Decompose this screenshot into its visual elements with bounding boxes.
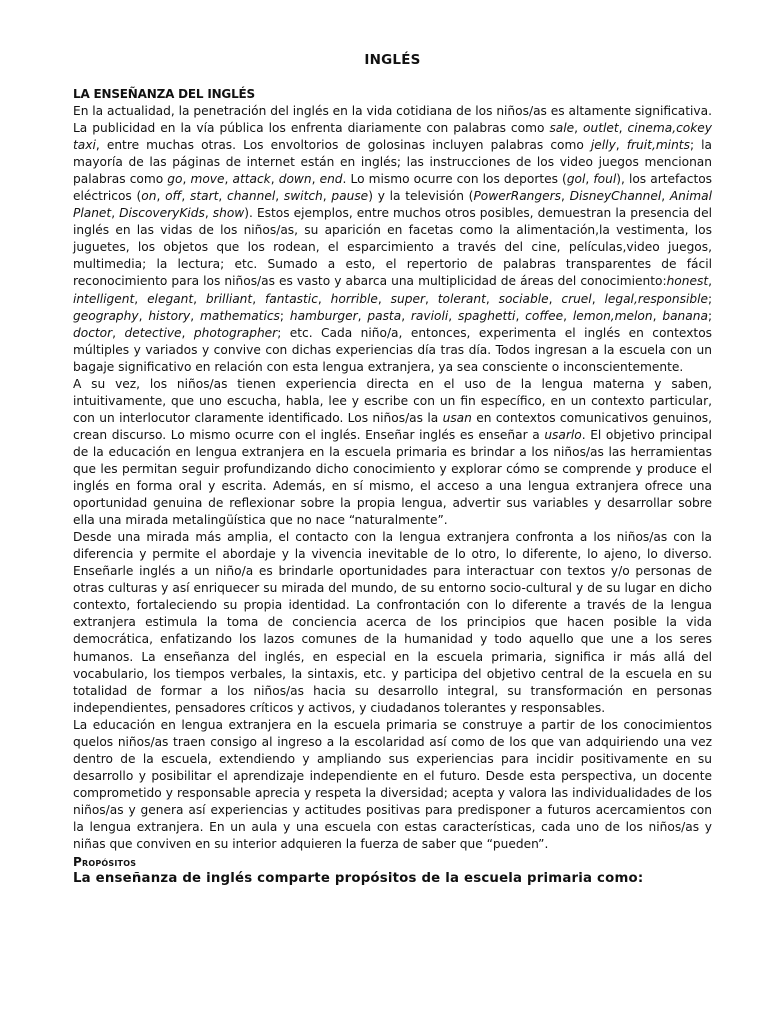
paragraph	[73, 120, 712, 376]
text-run: ,	[661, 189, 670, 204]
italic-term: off	[165, 189, 182, 204]
italic-term: sale	[549, 121, 575, 136]
text-run: ,	[322, 189, 332, 204]
italic-term: jelly	[590, 138, 616, 153]
text-run: ,	[224, 172, 233, 187]
italic-term: elegant	[147, 291, 194, 306]
text-run: ;	[279, 308, 290, 323]
text-run: ,	[156, 189, 166, 204]
text-run: La publicidad en la vía pública los enfrenta diariamente con palabras como	[73, 121, 550, 136]
italic-term: switch	[283, 189, 323, 204]
text-run: ,	[193, 291, 206, 306]
italic-term: history	[148, 308, 191, 323]
italic-term: Animal Planet	[73, 189, 713, 221]
section-title: LA ENSEÑANZA DEL INGLÉS	[73, 87, 255, 101]
italic-term: on	[141, 189, 157, 204]
italic-term: go	[167, 172, 183, 187]
italic-term: honest	[666, 274, 709, 289]
text-run: ) y la televisión (	[368, 189, 474, 204]
italic-term: legal,responsible	[604, 291, 708, 306]
italic-term: banana	[662, 308, 708, 323]
text-run: ,	[111, 206, 120, 221]
text-run: ,	[515, 308, 526, 323]
text-run: , entre muchas otras. Los envoltorios de golosinas incluyen palabras como	[95, 138, 591, 153]
italic-term: move	[190, 172, 225, 187]
italic-term: hamburger	[289, 308, 358, 323]
italic-term: horrible	[330, 291, 378, 306]
text-run: ,	[615, 138, 627, 153]
paragraph	[73, 717, 712, 853]
text-run: ,	[448, 308, 458, 323]
text-run: ,	[560, 189, 570, 204]
text-run: ,	[317, 291, 331, 306]
body-text	[73, 103, 712, 853]
paragraph	[73, 103, 712, 120]
italic-term: brilliant	[205, 291, 253, 306]
italic-term: down	[278, 172, 312, 187]
text-run: Desde una mirada más amplia, el contacto con la lengua extranjera confronta a los niños/as con la diferencia y permite el abordaje y la vivencia inevitable de lo otro, lo diferente, lo ajeno, lo diverso. Enseñarle inglés a un niño/a es brindarle oportunidades para interactuar con textos y/o personas de otras culturas y así enriquecer su mirada del mundo, de su entorno socio-cultural y de su lugar en dicho contexto, fortaleciendo su propia identidad. La confrontación con lo diferente a través de la lengua extranjera estimula la toma de conciencia acerca de los principios que hacen posible la vida democrática, enfatizando los lazos comunes de la humanidad y todo aquello que une a los seres humanos. La enseñanza del inglés, en especial en la escuela primaria, significa ir más allá del vocabulario, los tiempos verbales, la sintaxis, etc. y participa del objetivo central de la escuela en su totalidad de formar a los niños/as hacia su desarrollo integral, su transformación en personas independientes, pensadores críticos y activos, y ciudadanos tolerantes y responsables.	[73, 530, 712, 715]
text-run: . Lo mismo ocurre con los deportes (	[342, 172, 567, 187]
text-run: ,	[574, 121, 584, 136]
text-run: ,	[563, 308, 573, 323]
italic-term: pause	[331, 189, 369, 204]
italic-term: intelligent	[73, 291, 135, 306]
italic-term: usarlo	[544, 427, 582, 442]
italic-term: DiscoveryKids	[119, 206, 205, 221]
text-run: ,	[134, 291, 148, 306]
text-run: ,	[377, 291, 391, 306]
italic-term: geography	[73, 308, 139, 323]
italic-term: DisneyChannel	[569, 189, 662, 204]
italic-term: lemon,melon	[572, 308, 653, 323]
text-run: ;	[707, 291, 713, 306]
text-run: ,	[652, 308, 663, 323]
text-run: ; la mayoría de las páginas de internet están en inglés; las instrucciones de los video juegos mencionan palabras como	[73, 138, 712, 187]
italic-term: super	[390, 291, 425, 306]
italic-term: fruit,mints	[626, 138, 690, 153]
text-run: ,	[204, 206, 213, 221]
text-run: ,	[485, 291, 499, 306]
text-run: ,	[181, 189, 190, 204]
italic-term: foul	[593, 172, 617, 187]
purposes-heading: Propósitos	[73, 855, 137, 870]
text-run: ; etc. Cada niño/a, entonces, experimenta el inglés en contextos múltiples y variados y convive con dichas experiencias día tras día. Todos ingresan a la escuela con un bagaje significativo en relación con esta lengua extranjera, ya sea consciente o inconscientemente.	[73, 325, 713, 374]
text-run: ,	[252, 291, 265, 306]
text-run: ), los artefactos eléctricos (	[73, 172, 713, 204]
italic-term: PowerRangers	[473, 189, 561, 204]
text-run: . El objetivo principal de la educación en lengua extranjera en la escuela primaria es brindar a los niños/as las herramientas que les permitan seguir profundizando dicho conocimiento y explorar cómo se comprende y produce el inglés en forma oral y escrita. Además, en sí mismo, el acceso a una lengua extranjera ofrece una oportunidad genuina de reflexionar sobre la propia lengua, advertir sus variables y desarrollar sobre ella una mirada metalingüística que no nace “naturalmente”.	[73, 427, 713, 528]
text-run: ,	[311, 172, 320, 187]
text-run: ,	[401, 308, 411, 323]
text-run: ,	[424, 291, 438, 306]
text-run: ,	[112, 325, 125, 340]
text-run: ,	[591, 291, 605, 306]
text-run: ,	[585, 172, 594, 187]
text-run: ,	[218, 189, 227, 204]
italic-term: gol	[566, 172, 586, 187]
text-run: ,	[270, 172, 279, 187]
italic-term: sociable	[498, 291, 549, 306]
italic-term: outlet	[583, 121, 619, 136]
italic-term: end	[319, 172, 343, 187]
italic-term: start	[189, 189, 219, 204]
text-run: ). Estos ejemplos, entre muchos otros posibles, demuestran la presencia del inglés en las vidas de los niños/as, su aparición en facetas como la alimentación,la vestimenta, los juguetes, los objetos que los rodean, el esparcimiento a través del cine, películas,video juegos, multimedia; la lectura; etc. Sumado a esto, el repertorio de palabras transparentes de fácil reconocimiento para los niños/as es vasto y abarca una multiplicidad de áreas del conocimiento:	[73, 206, 713, 289]
text-run: En la actualidad, la penetración del inglés en la vida cotidiana de los niños/as es altamente significativa.	[73, 104, 712, 118]
text-run: La educación en lengua extranjera en la escuela primaria se construye a partir de los conocimientos quelos niños/as traen consigo al ingreso a la escolaridad así como de los que van adquiriendo una vez dentro de la escuela, extendiendo y ampliando sus experiencias para incidir positivamente en su desarrollo y posibilitar el aprendizaje independiente en el futuro. Desde esta perspectiva, un docente comprometido y responsable aprecia y respeta la diversidad; acepta y valora las individualidades de los niños/as y genera así experiencias y actitudes positivas para predisponer a futuros acercamientos con la lengua extranjera. En un aula y una escuela con estas características, cada uno de los niños/as y niñas que conviven en su interior adquieren la fuerza de saber que “pueden”.	[73, 717, 712, 852]
italic-term: tolerant	[437, 291, 486, 306]
text-run: ,	[190, 308, 200, 323]
italic-term: show	[212, 206, 245, 221]
italic-term: pasta	[367, 308, 402, 323]
italic-term: channel	[227, 189, 276, 204]
italic-term: cinema,cokey taxi	[73, 121, 712, 153]
document-title: INGLÉS	[364, 52, 421, 68]
italic-term: doctor	[73, 325, 113, 340]
paragraph	[73, 529, 712, 717]
italic-term: photographer	[193, 325, 278, 340]
italic-term: attack	[232, 172, 271, 187]
text-run: en contextos comunicativos genuinos, crean discurso. Lo mismo ocurre con el inglés. Enseñar inglés es enseñar a	[73, 410, 712, 442]
text-run: ,	[181, 325, 194, 340]
italic-term: cruel	[561, 291, 592, 306]
text-run: ,	[357, 308, 368, 323]
text-run: ,	[548, 291, 562, 306]
italic-term: detective	[124, 325, 182, 340]
text-run: ,	[138, 308, 149, 323]
document-page	[73, 52, 712, 888]
italic-term: coffee	[525, 308, 564, 323]
italic-term: fantastic	[264, 291, 318, 306]
text-run: A su vez, los niños/as tienen experiencia directa en el uso de la lengua materna y saben, intuitivamente, que uno escucha, habla, lee y escribe con un fin específico, en un contexto particular, con un interlocutor claramente identificado. Los niños/as la	[73, 376, 712, 425]
italic-term: ravioli	[410, 308, 449, 323]
text-run: ,	[708, 274, 712, 289]
purposes-lead-text: La enseñanza de inglés comparte propósitos de la escuela primaria como:	[73, 871, 644, 887]
italic-term: usan	[442, 410, 472, 425]
text-run: ,	[275, 189, 284, 204]
paragraph	[73, 376, 712, 529]
text-run: ,	[618, 121, 628, 136]
text-run: ;	[707, 308, 713, 323]
text-run: ,	[182, 172, 191, 187]
italic-term: spaghetti	[457, 308, 516, 323]
italic-term: mathematics	[199, 308, 280, 323]
